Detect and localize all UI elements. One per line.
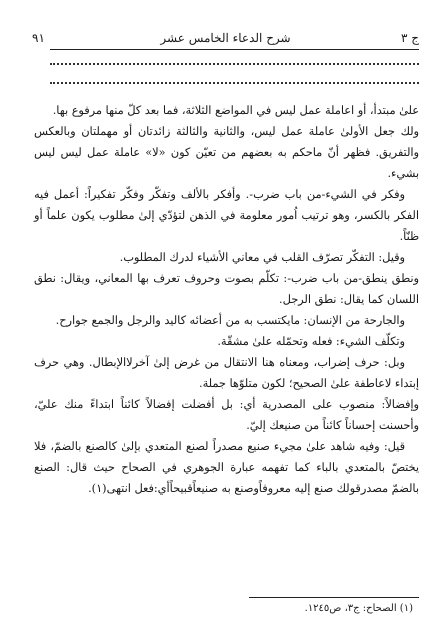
footnote: (١) الصحاح: ج٣، ص١٢٤٥. [304,603,413,614]
page-number: ٩١ [32,31,45,45]
paragraph: علىٰ مبتدأ، أو اعاملة عمل ليس في المواضع الثلاثة، فما بعد كلّ منها مرفوع بها. [52,104,419,117]
paragraph: ونطق ينطق-من باب ضرب-: تكلّم بصوت وحروف تعرف بها المعاني، ويقال: نطق اللسان كما يقال: نطق الرجل. [34,272,419,306]
paragraph: ولك جعل الأولىٰ عاملة عمل ليس، والثانية والثالثة زائدتان أو مهملتان وبالعكس والتفريق. فظهر أنّ ماحكم به بعضهم من تعيّن كون «لا» عاملة عمل ليس ليس بشيء. [34,125,419,180]
paragraph: والجارحة من الإنسان: مايكتسب به من أعضائه كاليد والرجل والجمع جوارح. [55,314,405,327]
footnote-rule [249,597,419,598]
paragraph: وبل: حرف إضراب، ومعناه هنا الانتقال من غرض إلىٰ آخرلاالإبطال. وهي حرف إبتداء لاعاطفة علىٰ الصحيح؛ لكون متلوّها جملة. [34,356,419,390]
dotted-line-1 [50,63,419,69]
volume-label: ج ٣ [400,31,419,45]
paragraph: قيل: وفيه شاهد علىٰ مجيء صنيع مصدراً لصنع المتعدي بإلىٰ كالصنع بالضمّ، فلا يختصّ بالمتعدي بالباء كما تفهمه عبارة الجوهري في الصحاح حيث قال: الصنع بالضمّ مصدرقولك صنع إليه معروفاًوصنع به صنيعاًقبيحاًأي:فعل انتهى(١). [34,440,419,495]
paragraph: وتكلّف الشيء: فعله وتحمّله علىٰ مشقّة. [217,335,405,348]
main-text [34,100,419,499]
paragraph: وفكر في الشيء-من باب ضرب-. وأفكر بالألف وتفكّر وفكّر تفكيراً: أعمل فيه الفكر بالكسر، وهو ترتيب اُمور معلومة في الذهن لتؤدّي إلىٰ مطلوب يكون علماً أو ظنّاً. [34,188,419,243]
dotted-line-2 [50,82,419,88]
paragraph: وقيل: التفكّر تصرّف القلب في معاني الأشياء لدرك المطلوب. [119,251,405,264]
header-rule [50,49,419,50]
running-header [32,30,419,46]
paragraph: وإفضالاً: منصوب على المصدرية أي: بل أفضلت إفضالاً كائناً ابتداءً منك عليّ، وأحسنت إحساناً كائناً من صنيعك إليّ. [34,398,419,432]
chapter-title: شرح الدعاء الخامس عشر [160,31,291,45]
